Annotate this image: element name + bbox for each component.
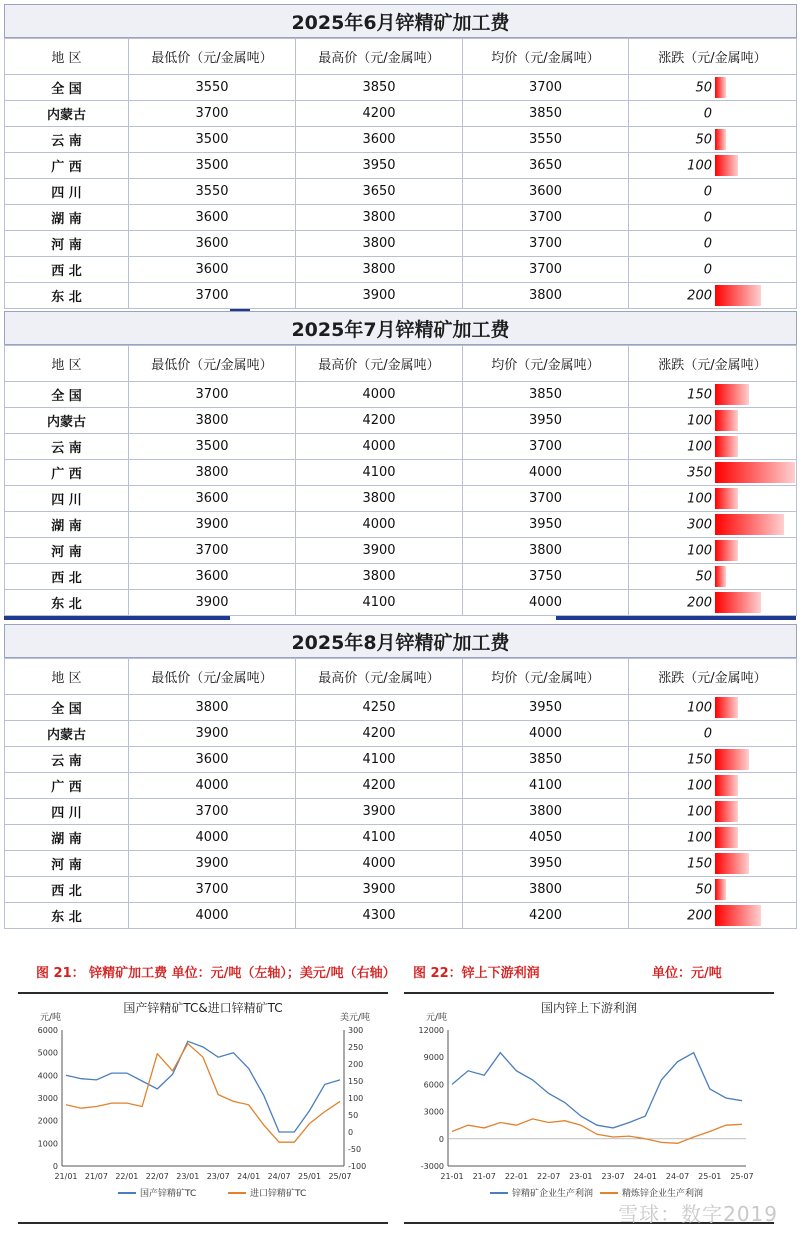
change-data-bar xyxy=(715,462,795,483)
y-tick-label: -3000 xyxy=(420,1162,444,1171)
max-price-cell: 3800 xyxy=(296,257,463,283)
min-price-cell: 3900 xyxy=(129,590,296,616)
min-price-cell: 4000 xyxy=(129,903,296,929)
x-tick-label: 24/07 xyxy=(267,1172,291,1181)
max-price-cell: 3850 xyxy=(296,75,463,101)
min-price-cell: 3550 xyxy=(129,179,296,205)
change-value: 350 xyxy=(687,465,712,480)
change-data-bar xyxy=(715,540,738,561)
x-tick-label: 24/01 xyxy=(237,1172,261,1181)
table-row xyxy=(5,75,797,101)
change-value: 50 xyxy=(695,882,712,897)
change-cell xyxy=(629,101,797,127)
min-price-cell: 3500 xyxy=(129,127,296,153)
max-price-cell: 4000 xyxy=(296,382,463,408)
series-line xyxy=(452,1119,742,1143)
x-tick-label: 25/01 xyxy=(298,1172,322,1181)
avg-price-cell: 4200 xyxy=(463,903,629,929)
table-row xyxy=(5,721,797,747)
table-title: 2025年8月锌精矿加工费 xyxy=(4,624,797,658)
change-cell xyxy=(629,153,797,179)
x-tick-label: 24-01 xyxy=(633,1172,657,1181)
change-data-bar xyxy=(715,488,738,509)
table-row xyxy=(5,747,797,773)
change-cell xyxy=(629,799,797,825)
table-row xyxy=(5,486,797,512)
change-cell xyxy=(629,127,797,153)
avg-price-cell: 3800 xyxy=(463,877,629,903)
avg-price-cell: 3750 xyxy=(463,564,629,590)
y-right-tick-label: 150 xyxy=(348,1077,364,1086)
region-cell: 四 川 xyxy=(5,179,129,205)
change-cell xyxy=(629,721,797,747)
change-value: 0 xyxy=(703,262,712,277)
region-cell: 河 南 xyxy=(5,231,129,257)
x-tick-label: 22-07 xyxy=(537,1172,561,1181)
tc-table-june xyxy=(4,4,797,313)
change-cell xyxy=(629,382,797,408)
change-cell xyxy=(629,825,797,851)
avg-price-cell: 3650 xyxy=(463,153,629,179)
table-row xyxy=(5,127,797,153)
region-cell: 湖 南 xyxy=(5,205,129,231)
avg-price-cell: 3700 xyxy=(463,205,629,231)
change-value: 100 xyxy=(687,491,712,506)
table-row xyxy=(5,799,797,825)
figure-21-frame xyxy=(18,992,388,1222)
table-row xyxy=(5,773,797,799)
x-tick-label: 25-01 xyxy=(698,1172,722,1181)
region-cell: 云 南 xyxy=(5,434,129,460)
x-tick-label: 24-07 xyxy=(665,1172,690,1181)
max-price-cell: 3900 xyxy=(296,877,463,903)
table-row xyxy=(5,382,797,408)
y-right-tick-label: -100 xyxy=(348,1162,367,1171)
max-price-cell: 4000 xyxy=(296,512,463,538)
max-price-cell: 3800 xyxy=(296,486,463,512)
region-cell: 东 北 xyxy=(5,590,129,616)
table-row xyxy=(5,434,797,460)
region-cell: 内蒙古 xyxy=(5,101,129,127)
change-cell xyxy=(629,283,797,309)
change-value: 200 xyxy=(687,288,712,303)
change-cell xyxy=(629,903,797,929)
avg-price-cell: 3600 xyxy=(463,179,629,205)
tc-table xyxy=(4,345,797,616)
x-tick-label: 22-01 xyxy=(504,1172,529,1181)
legend-label: 国产锌精矿TC xyxy=(140,1189,197,1199)
avg-price-cell: 3800 xyxy=(463,538,629,564)
region-cell: 内蒙古 xyxy=(5,721,129,747)
table-row xyxy=(5,257,797,283)
y-tick-label: 12000 xyxy=(418,1026,444,1035)
max-price-cell: 3800 xyxy=(296,205,463,231)
y-right-tick-label: 250 xyxy=(348,1043,364,1052)
change-value: 300 xyxy=(687,517,712,532)
table-row xyxy=(5,408,797,434)
region-cell: 湖 南 xyxy=(5,512,129,538)
legend-label: 锌精矿企业生产利润 xyxy=(512,1189,594,1199)
column-header: 最低价（元/金属吨） xyxy=(129,39,296,75)
change-value: 0 xyxy=(703,106,712,121)
column-header: 均价（元/金属吨） xyxy=(463,659,629,695)
table-row xyxy=(5,903,797,929)
min-price-cell: 3500 xyxy=(129,153,296,179)
column-header: 最高价（元/金属吨） xyxy=(296,346,463,382)
table-row xyxy=(5,695,797,721)
legend-label: 进口锌精矿TC xyxy=(250,1189,307,1199)
min-price-cell: 4000 xyxy=(129,773,296,799)
change-data-bar xyxy=(715,853,749,874)
max-price-cell: 4200 xyxy=(296,721,463,747)
region-cell: 全 国 xyxy=(5,75,129,101)
table-row xyxy=(5,512,797,538)
max-price-cell: 3800 xyxy=(296,231,463,257)
figure-22-frame xyxy=(404,992,774,1222)
min-price-cell: 3600 xyxy=(129,231,296,257)
change-data-bar xyxy=(715,592,761,613)
change-cell xyxy=(629,564,797,590)
min-price-cell: 3700 xyxy=(129,799,296,825)
y-tick-label: 0 xyxy=(438,1134,444,1144)
region-cell: 湖 南 xyxy=(5,825,129,851)
x-tick-label: 23-01 xyxy=(569,1172,593,1181)
change-value: 100 xyxy=(687,413,712,428)
avg-price-cell: 4000 xyxy=(463,590,629,616)
max-price-cell: 3800 xyxy=(296,564,463,590)
change-cell xyxy=(629,434,797,460)
y-right-tick-label: 200 xyxy=(348,1060,364,1069)
change-value: 100 xyxy=(687,439,712,454)
region-cell: 西 北 xyxy=(5,564,129,590)
change-cell xyxy=(629,408,797,434)
change-data-bar xyxy=(715,905,761,926)
column-header: 涨跌（元/金属吨） xyxy=(629,39,797,75)
change-data-bar xyxy=(715,566,726,587)
avg-price-cell: 3850 xyxy=(463,382,629,408)
region-cell: 四 川 xyxy=(5,486,129,512)
chart-title: 国产锌精矿TC&进口锌精矿TC xyxy=(123,1001,283,1015)
change-value: 0 xyxy=(703,236,712,251)
min-price-cell: 3800 xyxy=(129,408,296,434)
avg-price-cell: 3700 xyxy=(463,257,629,283)
y-right-tick-label: 0 xyxy=(348,1128,354,1137)
column-header: 地 区 xyxy=(5,346,129,382)
table-row xyxy=(5,179,797,205)
column-header: 涨跌（元/金属吨） xyxy=(629,346,797,382)
min-price-cell: 3600 xyxy=(129,486,296,512)
avg-price-cell: 3800 xyxy=(463,799,629,825)
x-tick-label: 21-07 xyxy=(472,1172,496,1181)
avg-price-cell: 4000 xyxy=(463,721,629,747)
region-cell: 东 北 xyxy=(5,903,129,929)
avg-price-cell: 4100 xyxy=(463,773,629,799)
column-header: 地 区 xyxy=(5,659,129,695)
region-cell: 全 国 xyxy=(5,695,129,721)
y-tick-label: 9000 xyxy=(423,1053,444,1063)
table-row xyxy=(5,283,797,309)
tc-table-august xyxy=(4,624,797,929)
change-cell xyxy=(629,486,797,512)
max-price-cell: 4200 xyxy=(296,101,463,127)
avg-price-cell: 3700 xyxy=(463,434,629,460)
change-data-bar xyxy=(715,285,761,306)
min-price-cell: 3700 xyxy=(129,283,296,309)
change-cell xyxy=(629,231,797,257)
y-axis-label: 元/吨 xyxy=(40,1013,62,1023)
change-cell xyxy=(629,538,797,564)
table-row xyxy=(5,460,797,486)
change-data-bar xyxy=(715,801,738,822)
change-value: 200 xyxy=(687,908,712,923)
change-data-bar xyxy=(715,775,738,796)
change-value: 0 xyxy=(703,726,712,741)
avg-price-cell: 3550 xyxy=(463,127,629,153)
change-value: 200 xyxy=(687,595,712,610)
table-row xyxy=(5,153,797,179)
y-axis-right-label: 美元/吨 xyxy=(340,1013,371,1023)
series-line xyxy=(452,1053,742,1128)
min-price-cell: 3700 xyxy=(129,382,296,408)
region-cell: 广 西 xyxy=(5,460,129,486)
change-data-bar xyxy=(715,827,738,848)
change-cell xyxy=(629,205,797,231)
avg-price-cell: 3850 xyxy=(463,101,629,127)
legend-label: 精炼锌企业生产利润 xyxy=(622,1189,704,1199)
min-price-cell: 3800 xyxy=(129,460,296,486)
table-row xyxy=(5,877,797,903)
region-cell: 广 西 xyxy=(5,773,129,799)
min-price-cell: 4000 xyxy=(129,825,296,851)
change-value: 100 xyxy=(687,543,712,558)
max-price-cell: 4100 xyxy=(296,460,463,486)
zinc-tc-chart xyxy=(18,994,388,1222)
min-price-cell: 3900 xyxy=(129,512,296,538)
change-cell xyxy=(629,257,797,283)
zinc-profit-chart xyxy=(404,994,774,1222)
y-tick-label: 1000 xyxy=(37,1139,58,1149)
table-row xyxy=(5,231,797,257)
change-data-bar xyxy=(715,77,726,98)
figure-22-caption: 图 22：锌上下游利润 xyxy=(413,966,540,981)
change-cell xyxy=(629,747,797,773)
change-value: 50 xyxy=(695,132,712,147)
change-cell xyxy=(629,179,797,205)
change-data-bar xyxy=(715,749,749,770)
column-header: 最高价（元/金属吨） xyxy=(296,659,463,695)
region-cell: 云 南 xyxy=(5,747,129,773)
table-row xyxy=(5,101,797,127)
max-price-cell: 4200 xyxy=(296,408,463,434)
change-value: 150 xyxy=(687,856,712,871)
region-cell: 内蒙古 xyxy=(5,408,129,434)
min-price-cell: 3700 xyxy=(129,101,296,127)
chart-title: 国内锌上下游利润 xyxy=(540,1001,638,1015)
min-price-cell: 3550 xyxy=(129,75,296,101)
x-tick-label: 23/01 xyxy=(176,1172,200,1181)
column-header: 涨跌（元/金属吨） xyxy=(629,659,797,695)
y-tick-label: 3000 xyxy=(423,1107,444,1117)
column-header: 最低价（元/金属吨） xyxy=(129,346,296,382)
series-line xyxy=(66,1044,340,1143)
x-tick-label: 22/07 xyxy=(145,1172,169,1181)
change-cell xyxy=(629,877,797,903)
avg-price-cell: 3950 xyxy=(463,851,629,877)
tc-table xyxy=(4,658,797,929)
y-axis-label: 元/吨 xyxy=(426,1013,448,1023)
change-cell xyxy=(629,75,797,101)
column-header: 均价（元/金属吨） xyxy=(463,346,629,382)
y-tick-label: 4000 xyxy=(37,1071,58,1081)
change-data-bar xyxy=(715,155,738,176)
min-price-cell: 3600 xyxy=(129,205,296,231)
min-price-cell: 3500 xyxy=(129,434,296,460)
x-tick-label: 21/01 xyxy=(54,1172,78,1181)
region-cell: 西 北 xyxy=(5,877,129,903)
avg-price-cell: 4050 xyxy=(463,825,629,851)
change-value: 100 xyxy=(687,804,712,819)
change-value: 100 xyxy=(687,158,712,173)
max-price-cell: 3900 xyxy=(296,799,463,825)
y-tick-label: 5000 xyxy=(37,1048,58,1058)
change-data-bar xyxy=(715,410,738,431)
max-price-cell: 4000 xyxy=(296,434,463,460)
y-right-tick-label: 100 xyxy=(348,1094,364,1103)
change-value: 100 xyxy=(687,700,712,715)
avg-price-cell: 3950 xyxy=(463,408,629,434)
change-value: 50 xyxy=(695,80,712,95)
y-tick-label: 2000 xyxy=(37,1116,58,1126)
min-price-cell: 3700 xyxy=(129,538,296,564)
change-data-bar xyxy=(715,384,749,405)
region-cell: 西 北 xyxy=(5,257,129,283)
table-title: 2025年7月锌精矿加工费 xyxy=(4,311,797,345)
x-tick-label: 21/07 xyxy=(84,1172,108,1181)
region-cell: 东 北 xyxy=(5,283,129,309)
change-value: 50 xyxy=(695,569,712,584)
max-price-cell: 4100 xyxy=(296,590,463,616)
max-price-cell: 4200 xyxy=(296,773,463,799)
max-price-cell: 3650 xyxy=(296,179,463,205)
y-right-tick-label: -50 xyxy=(348,1145,362,1154)
avg-price-cell: 3700 xyxy=(463,231,629,257)
table-row xyxy=(5,590,797,616)
watermark: 雪球：数字2019 xyxy=(618,1202,778,1226)
region-cell: 云 南 xyxy=(5,127,129,153)
avg-price-cell: 3950 xyxy=(463,512,629,538)
change-data-bar xyxy=(715,129,726,150)
tc-table-july xyxy=(4,311,797,620)
min-price-cell: 3900 xyxy=(129,721,296,747)
change-value: 0 xyxy=(703,210,712,225)
max-price-cell: 4300 xyxy=(296,903,463,929)
y-right-tick-label: 300 xyxy=(348,1026,364,1035)
x-tick-label: 25-07 xyxy=(730,1172,754,1181)
max-price-cell: 4100 xyxy=(296,747,463,773)
y-tick-label: 6000 xyxy=(37,1026,58,1035)
change-cell xyxy=(629,460,797,486)
change-data-bar xyxy=(715,879,726,900)
figure-21-bottom-rule xyxy=(18,1222,388,1224)
column-header: 最高价（元/金属吨） xyxy=(296,39,463,75)
min-price-cell: 3600 xyxy=(129,257,296,283)
region-cell: 广 西 xyxy=(5,153,129,179)
table-row xyxy=(5,851,797,877)
change-data-bar xyxy=(715,697,738,718)
avg-price-cell: 3950 xyxy=(463,695,629,721)
change-value: 0 xyxy=(703,184,712,199)
max-price-cell: 4100 xyxy=(296,825,463,851)
x-tick-label: 23-07 xyxy=(601,1172,625,1181)
avg-price-cell: 3700 xyxy=(463,486,629,512)
x-tick-label: 23/07 xyxy=(206,1172,230,1181)
y-tick-label: 0 xyxy=(52,1162,58,1171)
change-cell xyxy=(629,773,797,799)
table-row xyxy=(5,564,797,590)
y-tick-label: 6000 xyxy=(423,1080,444,1090)
x-tick-label: 25/07 xyxy=(328,1172,352,1181)
min-price-cell: 3600 xyxy=(129,564,296,590)
y-right-tick-label: 50 xyxy=(348,1111,359,1120)
y-tick-label: 3000 xyxy=(37,1094,58,1103)
divider xyxy=(4,616,797,620)
x-tick-label: 21-01 xyxy=(440,1172,464,1181)
figure-22-unit: 单位：元/吨 xyxy=(652,966,722,981)
column-header: 最低价（元/金属吨） xyxy=(129,659,296,695)
avg-price-cell: 3850 xyxy=(463,747,629,773)
series-line xyxy=(66,1041,340,1132)
region-cell: 河 南 xyxy=(5,851,129,877)
change-data-bar xyxy=(715,436,738,457)
column-header: 地 区 xyxy=(5,39,129,75)
table-title: 2025年6月锌精矿加工费 xyxy=(4,4,797,38)
tc-table xyxy=(4,38,797,309)
change-cell xyxy=(629,851,797,877)
table-row xyxy=(5,825,797,851)
avg-price-cell: 3700 xyxy=(463,75,629,101)
change-value: 150 xyxy=(687,752,712,767)
change-value: 100 xyxy=(687,778,712,793)
avg-price-cell: 4000 xyxy=(463,460,629,486)
min-price-cell: 3700 xyxy=(129,877,296,903)
change-cell xyxy=(629,512,797,538)
figure-21-caption: 图 21： 锌精矿加工费 单位：元/吨（左轴）；美元/吨（右轴） xyxy=(36,966,396,981)
change-cell xyxy=(629,590,797,616)
max-price-cell: 3900 xyxy=(296,283,463,309)
avg-price-cell: 3800 xyxy=(463,283,629,309)
change-value: 100 xyxy=(687,830,712,845)
change-value: 150 xyxy=(687,387,712,402)
max-price-cell: 3600 xyxy=(296,127,463,153)
change-cell xyxy=(629,695,797,721)
x-tick-label: 22/01 xyxy=(115,1172,139,1181)
change-data-bar xyxy=(715,514,784,535)
column-header: 均价（元/金属吨） xyxy=(463,39,629,75)
min-price-cell: 3800 xyxy=(129,695,296,721)
region-cell: 全 国 xyxy=(5,382,129,408)
min-price-cell: 3600 xyxy=(129,747,296,773)
region-cell: 四 川 xyxy=(5,799,129,825)
table-row xyxy=(5,205,797,231)
region-cell: 河 南 xyxy=(5,538,129,564)
table-row xyxy=(5,538,797,564)
min-price-cell: 3900 xyxy=(129,851,296,877)
max-price-cell: 4250 xyxy=(296,695,463,721)
max-price-cell: 3900 xyxy=(296,538,463,564)
max-price-cell: 3950 xyxy=(296,153,463,179)
max-price-cell: 4000 xyxy=(296,851,463,877)
